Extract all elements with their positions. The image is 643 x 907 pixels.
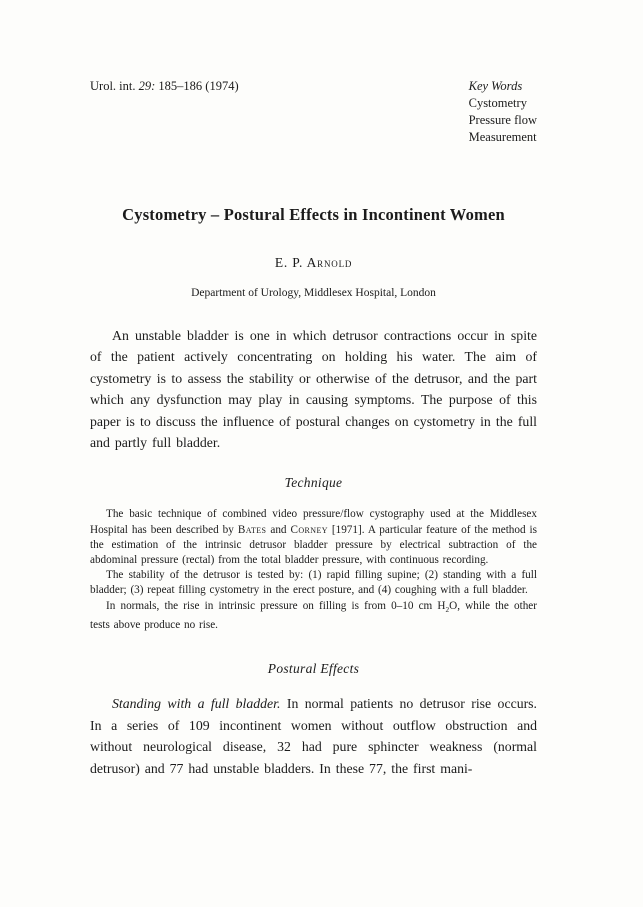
keyword-item: Cystometry <box>468 96 527 110</box>
journal-volume: 29: <box>138 79 156 93</box>
keyword-item: Measurement <box>468 130 537 144</box>
text-segment: The basic technique of combined video pressure/flow cystography used at the Middlesex Hospital has been described by <box>90 508 537 536</box>
text-segment: In normals, the rise in intrinsic pressure on filling is from 0–10 cm H <box>106 599 446 612</box>
technique-paragraph-2: The stability of the detrusor is tested by: (1) rapid filling supine; (2) standing with a full bladder; (3) repeat filling cystometry in the erect posture, and (4) coughing with a full bladder. <box>90 569 537 597</box>
text-segment: [1971]. A particular feature of the method is the estimation of the intrinsic detrusor bladder pressure by electrical subtraction of the abdominal pressure (rectal) from the total bladder pressure, with continuous recording. <box>90 523 538 567</box>
intro-paragraph: An unstable bladder is one in which detrusor contractions occur in spite of the patient actively concentrating on holding his water. The aim of cystometry is to assess the stability or otherwise of the detrusor, and the part which any dysfunction may play in causing symptoms. The purpose of this paper is to discuss the influence of postural changes on cystometry in the full and partly full bladder. <box>90 328 537 451</box>
journal-pages: 185–186 (1974) <box>158 79 239 93</box>
cited-author-bates: Bates <box>237 523 267 536</box>
journal-name: Urol. int. <box>90 79 136 93</box>
keywords-label: Key Words <box>468 79 523 93</box>
paragraph-lead-italic: Standing with a full bladder. <box>112 696 281 712</box>
keyword-item: Pressure flow <box>468 113 537 127</box>
text-segment: and <box>266 523 291 536</box>
water-subscript: 2 <box>445 605 450 614</box>
author-affiliation: Department of Urology, Middlesex Hospital, London <box>191 287 436 299</box>
author-name: E. P. Arnold <box>274 255 353 270</box>
section-heading-technique: Technique <box>284 475 343 491</box>
section-heading-postural-effects: Postural Effects <box>267 661 360 677</box>
postural-paragraph <box>90 693 537 779</box>
text-segment: In normal patients no detrusor rise occurs. In a series of 109 incontinent women without outflow obstruction and without neurological disease, 32 had pure sphincter weakness (normal detrusor) and 77 had unstable bladders. In these 77, the first mani- <box>90 696 538 776</box>
journal-reference <box>90 78 239 95</box>
technique-paragraph-3 <box>90 599 537 634</box>
text-segment: O, while the other tests above produce no rise. <box>90 599 537 632</box>
keywords-block <box>469 78 537 146</box>
cited-author-corney: Corney <box>290 523 328 536</box>
article-title: Cystometry – Postural Effects in Incontinent Women <box>122 205 505 224</box>
technique-paragraph-1 <box>90 507 537 568</box>
page-header <box>90 78 537 146</box>
